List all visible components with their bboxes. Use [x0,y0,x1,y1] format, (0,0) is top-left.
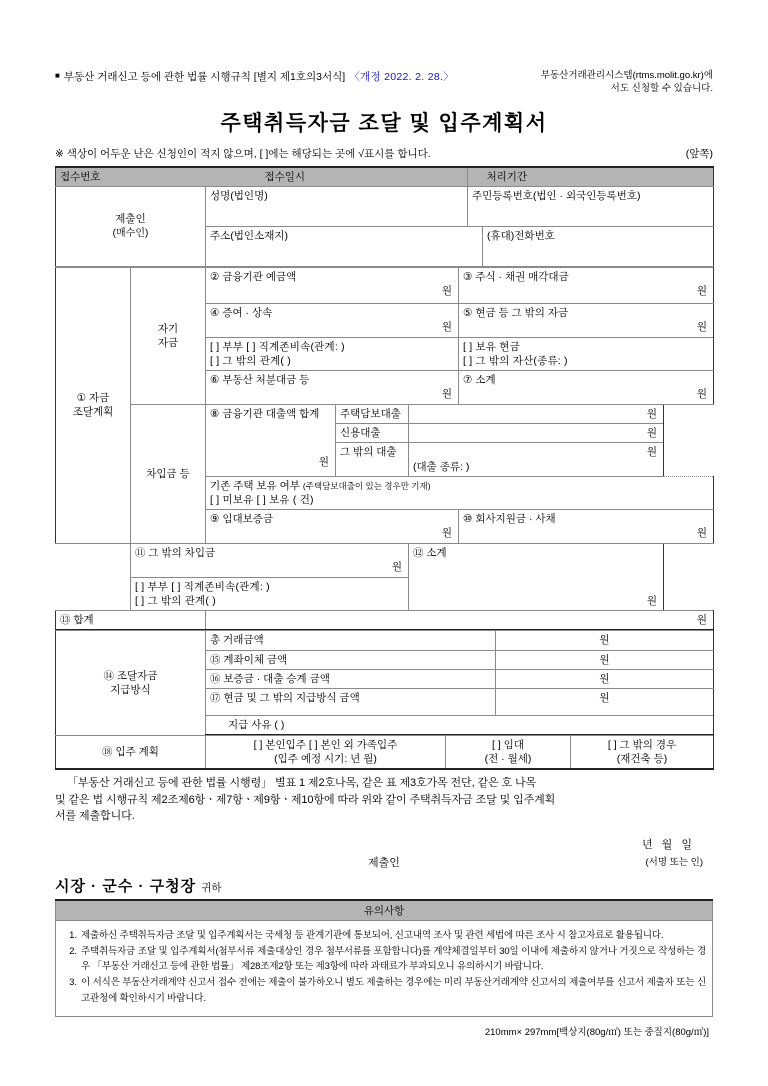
own-funds-label [131,267,206,404]
notices-box [55,921,713,1017]
paper-size-footer: 210mm× 297mm[백상지(80g/㎡) 또는 중질지(80g/㎡)] [484,1026,709,1038]
bullet-square-icon: ■ [55,71,60,80]
item16-won-unit: 원 [599,672,610,685]
item8-label: ⑧ 금융기관 대출액 합계 [210,408,320,421]
item15-won-unit: 원 [599,653,610,666]
spacer-cell [56,544,131,611]
loan-credit-won-unit: 원 [646,427,657,440]
phone-field-cell[interactable] [483,226,714,266]
statement-line-3: 서를 제출합니다. [55,810,135,823]
addressee-honorific: 귀하 [201,881,222,894]
movein-plan-label: ⑱ 입주 계획 [56,736,206,770]
receipt-datetime-label: 접수일시 [261,167,468,187]
item5-won-unit: 원 [696,320,708,333]
loan-mortgage-label: 주택담보대출 [336,405,409,424]
payment-label-line1: ⑭ 조달자금 [103,669,158,682]
item11-other-borrowing-cell[interactable] [131,544,409,578]
submitter-label-line2: (매수인) [112,227,149,239]
processing-period-label-pad [468,167,483,187]
date-line[interactable]: 년 월 일 [642,838,695,851]
address-field-cell[interactable] [206,226,483,266]
item2-label: ② 금융기관 예금액 [210,270,297,283]
total-won-unit: 원 [599,634,610,647]
movein-option1-line1: [ ] 본인입주 [ ] 본인 외 가족입주 [253,739,398,752]
payment-method-table [55,630,714,736]
cash-type-checkboxes[interactable] [459,337,714,370]
payment-section-label [56,631,206,735]
borrowed-funds-label: 차입금 등 [131,405,206,544]
movein-option1-line2: (입주 예정 시기: 년 월) [274,753,377,766]
item8-won-unit: 원 [318,455,329,468]
address-label: 주소(법인소재지) [210,229,288,242]
rtms-notice [464,70,713,96]
addressee-title: 시장 · 군수 · 구청장 [55,877,197,895]
movein-plan-row [56,736,714,770]
item10-company-support-cell[interactable] [459,510,714,544]
fill-instruction-row [55,146,713,161]
other-asset-line: [ ] 그 밖의 자산(종류: ) [463,354,568,367]
notice-number: 2. [69,946,77,958]
addressee-line [55,875,713,896]
loan-other-amount-cell[interactable] [409,443,664,476]
item3-won-unit: 원 [696,284,708,297]
item12-label: ⑫ 소계 [413,547,447,560]
rrn-field-cell[interactable] [468,186,714,226]
receipt-number-field [206,167,261,187]
item3-label: ③ 주식 · 채권 매각대금 [463,270,569,283]
own-funds-label-line2: 자금 [157,336,179,349]
item9-lease-deposit-cell[interactable] [206,510,459,544]
notice-item [62,928,706,943]
statement-line-1: 「부동산 거래신고 등에 관한 법률 시행령」 별표 1 제2호나목, 같은 표 제3호가목 전단, 같은 호 나목 [67,777,537,790]
loan-other-label: 그 밖의 대출 [336,443,409,476]
funding-row-other-borrowing [56,544,714,578]
movein-rent-option-cell[interactable] [446,736,571,770]
notice-text: 주택취득자금 조달 및 입주계획서(첨부서류 제출대상인 경우 첨부서류를 포함합니다)를 계약체결일부터 30일 이내에 제출하지 않거나 거짓으로 작성하는 경우 「부동산 거래신고 등에 관한 법률」 제28조제2항 또는 제3항에 따라 과태료가 부과되오니 유의하시기 바랍니다. [81,946,706,973]
item17-amount-cell[interactable] [496,688,714,715]
item11-label: ⑪ 그 밖의 차입금 [135,547,216,560]
rtms-line-1: 부동산거래관리시스템(rtms.molit.go.kr)에 [540,70,713,81]
page-title: 주택취득자금 조달 및 입주계획서 [220,111,548,135]
submitter-label-cell [56,186,206,266]
total-transaction-label: 총 거래금액 [206,631,496,650]
borrow-relation-line1: [ ] 부부 [ ] 직계존비속(관계: ) [135,580,270,593]
funding-section-label [56,267,131,543]
submitter-label-line1: 제출인 [115,213,146,226]
item17-label: ⑰ 현금 및 그 밖의 지급방식 금액 [206,688,496,715]
movein-self-option-cell[interactable] [206,736,446,770]
receipt-header-row [56,167,714,187]
payment-label-line2: 지급방식 [110,683,151,696]
page-side-mark: (앞쪽) [685,147,713,160]
submitter-name-row [56,186,714,226]
gift-relation-line1: [ ] 부부 [ ] 직계존비속(관계: ) [210,340,345,353]
notice-number: 1. [69,929,77,941]
funding-row-loan-mortgage [56,405,714,424]
total-transaction-amount-cell[interactable] [496,631,714,650]
notice-item [62,944,706,974]
movein-plan-table [55,735,714,770]
receipt-submitter-table [55,166,714,267]
existing-house-label: 기존 주택 보유 여부 [210,479,300,492]
item15-amount-cell[interactable] [496,650,714,669]
item13-total-label: ⑬ 합계 [56,611,206,631]
borrow-relation-line2: [ ] 그 밖의 관계( ) [135,594,216,607]
item17-won-unit: 원 [599,691,610,704]
processing-period-label: 처리기간 [483,167,714,187]
gift-relation-line2: [ ] 그 밖의 관계( ) [210,354,291,367]
declaration-statement [55,775,713,825]
existing-house-hint: (주택담보대출이 있는 경우만 기재) [302,480,431,491]
loan-mortgage-won-unit: 원 [646,408,657,421]
cash-holding-line: [ ] 보유 현금 [463,340,520,353]
item2-won-unit: 원 [441,284,452,297]
existing-house-cell[interactable] [206,476,714,509]
gift-relation-checkboxes[interactable] [206,337,459,370]
item10-label: ⑩ 회사지원금 · 사채 [463,513,556,526]
law-reference-line [55,0,713,96]
funding-row-total [56,611,714,631]
item8-total-loans-cell[interactable] [206,405,336,477]
item4-label: ④ 증여 · 상속 [210,306,273,319]
movein-option2-line2: (전 · 월세) [484,753,532,766]
item11-won-unit: 원 [391,561,402,574]
item5-label: ⑤ 현금 등 그 밖의 자금 [463,306,569,319]
rrn-label: 주민등록번호(법인 · 외국인등록번호) [472,189,641,202]
payment-reason-cell[interactable]: 지급 사유 ( ) [206,715,714,735]
funding-label-line2: 조달계획 [72,406,114,419]
notice-text: 이 서식은 부동산거래계약 신고서 접수 전에는 제출이 불가하오니 별도 제출하는 경우에는 미리 부동산거래계약 신고서의 제출여부를 신고서 제출자 또는 신고관청에 확인하시기 바랍니다. [81,977,706,1004]
submitter-signature-label: 제출인 [368,856,400,869]
statement-line-2: 및 같은 법 시행규칙 제2조제6항ㆍ제7항ㆍ제9항ㆍ제10항에 따라 위와 같이 주택취득자금 조달 및 입주계획 [55,793,556,806]
funding-row-deposit [56,267,714,303]
law-rule-text: 부동산 거래신고 등에 관한 법률 시행규칙 [별지 제1호의3서식] [63,71,346,83]
item12-won-unit: 원 [646,595,657,607]
signature-seal-label: (서명 또는 인) [645,856,703,868]
item7-subtotal-cell[interactable] [459,371,714,405]
funding-plan-table [55,267,714,632]
item15-label: ⑮ 계좌이체 금액 [206,650,496,669]
item4-gift-inheritance-cell[interactable] [206,303,459,337]
item6-property-disposal-cell[interactable] [206,371,459,405]
loan-other-won-unit: 원 [646,446,657,459]
item13-won-unit: 원 [696,614,708,627]
item10-won-unit: 원 [696,527,708,540]
item16-label: ⑯ 보증금 · 대출 승계 금액 [206,669,496,688]
loan-type-field: (대출 종류: ) [413,460,470,473]
signature-row [55,854,713,871]
item7-label: ⑦ 소계 [463,374,496,387]
movein-option3-line2: (재건축 등) [616,753,668,766]
existing-house-question [210,479,709,493]
item7-won-unit: 원 [696,388,708,401]
loan-mortgage-amount-cell[interactable] [409,405,664,424]
notice-item [62,975,706,1005]
movein-option3-line1: [ ] 그 밖의 경우 [607,739,677,752]
item9-label: ⑨ 임대보증금 [210,513,274,526]
item13-total-amount-cell[interactable] [206,611,714,631]
revision-date-text: 〈개정 2022. 2. 28.〉 [349,71,454,83]
item9-won-unit: 원 [441,527,452,540]
phone-label: (휴대)전화번호 [487,229,555,242]
item16-amount-cell[interactable] [496,669,714,688]
name-label: 성명(법인명) [210,189,268,202]
item12-subtotal-cell[interactable] [409,544,664,611]
fill-instruction-text: ※ 색상이 어두운 난은 신청인이 적지 않으며, [ ]에는 해당되는 곳에 √표시를 합니다. [55,147,431,160]
receipt-number-label: 접수번호 [56,167,206,187]
name-field-cell[interactable] [206,186,468,226]
own-funds-label-line1: 자기 [157,322,179,335]
movein-option2-line1: [ ] 임대 [492,739,524,752]
loan-credit-amount-cell[interactable] [409,424,664,443]
rtms-line-2: 서도 신청할 수 있습니다. [610,82,713,94]
item4-won-unit: 원 [441,320,452,333]
existing-house-options[interactable]: [ ] 미보유 [ ] 보유 ( 건) [210,494,314,506]
borrow-relation-checkboxes[interactable] [131,577,409,611]
funding-label-line1: ① 자금 [76,392,110,405]
notices-title-bar: 유의사항 [55,901,713,921]
item6-label: ⑥ 부동산 처분대금 등 [210,374,310,387]
loan-credit-label: 신용대출 [336,424,409,443]
item3-stock-bond-cell[interactable] [459,267,714,303]
item6-won-unit: 원 [441,388,452,401]
notice-number: 3. [69,977,77,989]
payment-row-total [56,631,714,650]
notice-text: 제출하신 주택취득자금 조달 및 입주계획서는 국세청 등 관계기관에 통보되어, 신고내역 조사 및 관련 세법에 따른 조사 시 참고자료로 활용됩니다. [81,929,664,941]
movein-other-option-cell[interactable] [571,736,714,770]
item2-bank-deposit-cell[interactable] [206,267,459,303]
item5-cash-other-cell[interactable] [459,303,714,337]
